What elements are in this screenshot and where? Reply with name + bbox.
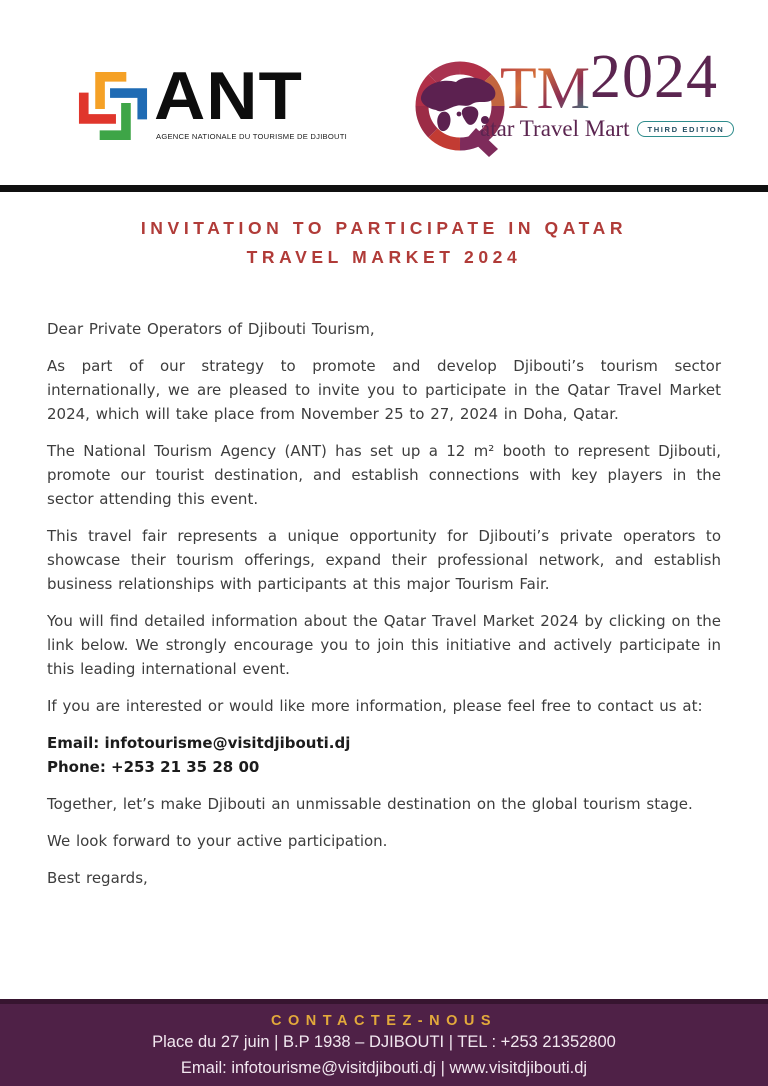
letter-body [47, 317, 721, 890]
letter-paragraph-strategy: As part of our strategy to promote and develop Djibouti’s tourism sector internationally, we are pleased to invite you to participate in the Qatar Travel Market 2024, which will take place from November 25 to 27, 2024 in Doha, Qatar. [47, 357, 721, 423]
contact-email-line: Email: infotourisme@visitdjibouti.dj [47, 734, 351, 752]
ant-logo-name: ANT [154, 59, 303, 135]
letter-paragraph-contact-intro: If you are interested or would like more information, please feel free to contact us at: [47, 697, 703, 715]
qtm-year: 2024 [590, 43, 718, 111]
letter-paragraph-information: You will find detailed information about the Qatar Travel Market 2024 by clicking on the link below. We strongly encourage you to join this initiative and actively participate in this leading international event. [47, 612, 721, 678]
footer-address-line: Place du 27 juin | B.P 1938 – DJIBOUTI | TEL : +253 21352800 [152, 1033, 616, 1051]
footer-email-line: Email: infotourisme@visitdjibouti.dj | www.visitdjibouti.dj [180, 1059, 588, 1077]
letter-paragraph-regards: Best regards, [47, 869, 148, 887]
ant-pinwheel-icon [76, 62, 150, 150]
qtm-tm-text: TM [500, 56, 590, 121]
contact-block [47, 731, 721, 779]
footer [0, 999, 768, 1086]
ant-logo [76, 60, 347, 150]
letter-paragraph-booth: The National Tourism Agency (ANT) has set up a 12 m² booth to represent Djibouti, promote our tourist destination, and establish connections with key players in the sector attending this event. [47, 442, 721, 508]
qtm-edition-badge: THIRD EDITION [637, 121, 734, 137]
letter-paragraph-together: Together, let’s make Djibouti an unmissable destination on the global tourism stage. [47, 795, 693, 813]
letter-title-line1: INVITATION TO PARTICIPATE IN QATAR [140, 218, 628, 238]
letter-paragraph-salutation: Dear Private Operators of Djibouti Tourism, [47, 320, 375, 338]
qtm-logo [418, 43, 725, 164]
header-divider [0, 185, 768, 192]
contact-phone-line: Phone: +253 21 35 28 00 [47, 758, 260, 776]
letter-paragraph-lookforward: We look forward to your active participation. [47, 832, 388, 850]
letter-title [0, 214, 768, 272]
qtm-tm-lettering [500, 56, 592, 122]
letterhead [0, 0, 768, 185]
letter-paragraph-opportunity: This travel fair represents a unique opportunity for Djibouti’s private operators to showcase their tourism offerings, expand their professional network, and establish business relationships with participants at this major Tourism Fair. [47, 527, 721, 593]
qtm-subtitle: atar Travel Mart [480, 116, 630, 141]
letter-title-line2: TRAVEL MARKET 2024 [246, 247, 522, 267]
qtm-subtitle-row [480, 116, 734, 142]
ant-logo-tagline: AGENCE NATIONALE DU TOURISME DE DJIBOUTI [156, 132, 348, 141]
ant-logo-text [154, 60, 347, 141]
footer-heading: CONTACTEZ-NOUS [270, 1013, 498, 1029]
qtm-globe-q-icon [412, 56, 512, 160]
